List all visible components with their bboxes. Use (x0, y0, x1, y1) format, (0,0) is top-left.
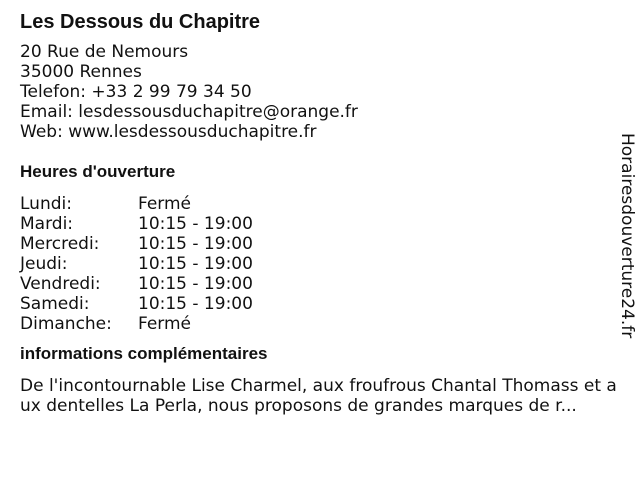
hours-time-value: 10:15 - 19:00 (138, 234, 253, 254)
address-street: 20 Rue de Nemours (20, 42, 189, 62)
hours-time-value: Fermé (138, 314, 192, 334)
opening-hours-table (20, 194, 620, 334)
hours-time-value: 10:15 - 19:00 (138, 214, 253, 234)
hours-day-label: Dimanche: (20, 314, 112, 334)
hours-row-sunday (20, 314, 620, 334)
website-url: Web: www.lesdessousduchapitre.fr (20, 122, 317, 142)
hours-time-value: 10:15 - 19:00 (138, 274, 253, 294)
hours-row-wednesday (20, 234, 620, 254)
business-card (20, 10, 620, 416)
hours-row-monday (20, 194, 620, 214)
hours-row-friday (20, 274, 620, 294)
additional-info-text: De l'incontournable Lise Charmel, aux froufrous Chantal Thomass et aux dentelles La Perla, nous proposons de grandes marques de r... (20, 376, 617, 416)
hours-day-label: Samedi: (20, 294, 90, 314)
opening-hours-heading: Heures d'ouverture (20, 162, 176, 181)
hours-row-tuesday (20, 214, 620, 234)
hours-time-value: 10:15 - 19:00 (138, 294, 253, 314)
phone-number: Telefon: +33 2 99 79 34 50 (20, 82, 252, 102)
business-name: Les Dessous du Chapitre (20, 11, 261, 33)
email-address: Email: lesdessousduchapitre@orange.fr (20, 102, 358, 122)
additional-info-heading: informations complémentaires (20, 344, 268, 363)
hours-row-saturday (20, 294, 620, 314)
hours-day-label: Jeudi: (20, 254, 68, 274)
site-brand-vertical-label: Horairesdouverture24.fr (617, 133, 637, 339)
hours-day-label: Lundi: (20, 194, 72, 214)
hours-day-label: Mardi: (20, 214, 74, 234)
hours-day-label: Mercredi: (20, 234, 100, 254)
hours-time-value: Fermé (138, 194, 192, 214)
hours-day-label: Vendredi: (20, 274, 101, 294)
hours-row-thursday (20, 254, 620, 274)
address-city: 35000 Rennes (20, 62, 142, 82)
hours-time-value: 10:15 - 19:00 (138, 254, 253, 274)
